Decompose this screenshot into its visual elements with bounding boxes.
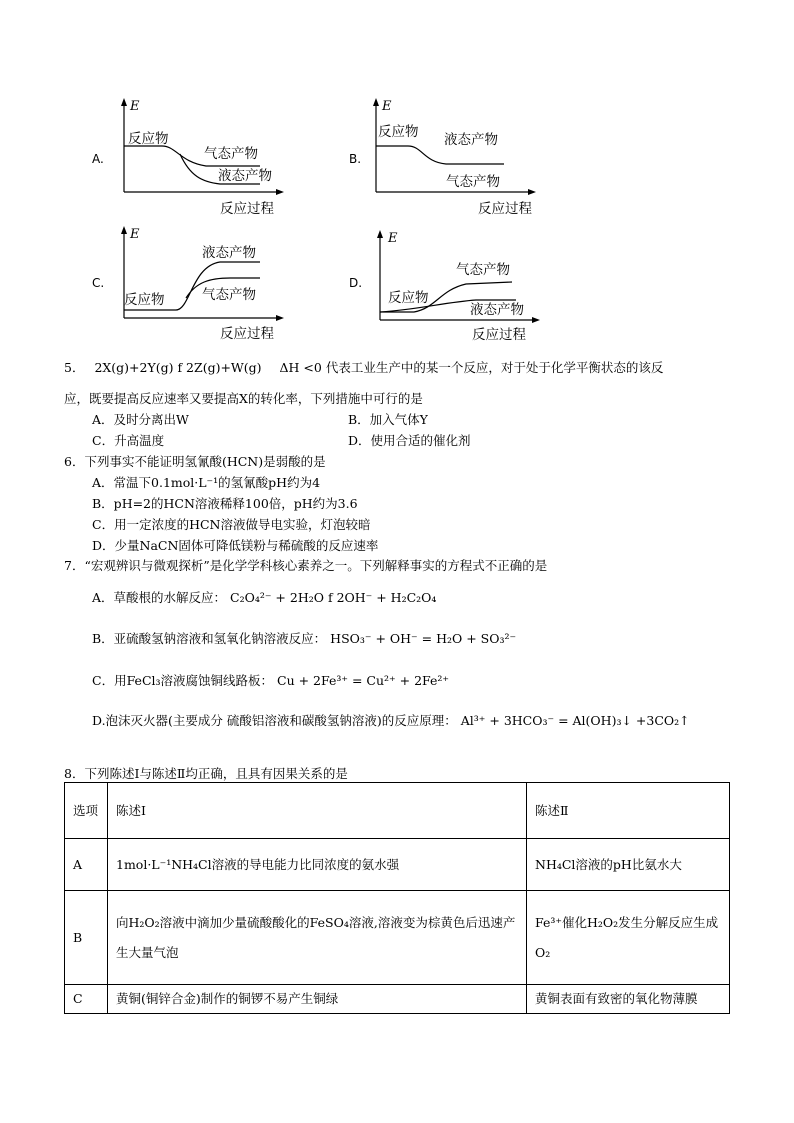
reactant-label: 反应物 [378,124,419,140]
question-5-stem-rest: ΔH <0 代表工业生产中的某一个反应，对于处于化学平衡状态的该反 [279,360,664,375]
curve-liquid-product [376,146,504,164]
question-6-stem: 6．下列事实不能证明氢氰酸(HCN)是弱酸的是 [64,454,326,469]
upper-product-label: 气态产物 [456,262,510,278]
option-text: A．草酸根的水解反应： [92,590,227,605]
x-axis-arrow-icon [276,189,284,195]
axis-y-label: E [382,99,392,114]
question-7-option-a[interactable] [92,588,436,606]
lower-product-label: 气态产物 [446,174,500,190]
row-statement-2: 黄铜表面有致密的氧化物薄膜 [527,985,730,1014]
axis-x-label: 反应过程 [478,201,532,217]
header-option: 选项 [65,783,108,839]
option-d-label: D. [349,276,363,290]
question-6-option-c[interactable]: C．用一定浓度的HCN溶液做导电实验，灯泡较暗 [92,517,371,532]
header-statement-2: 陈述Ⅱ [527,783,730,839]
y-axis-arrow-icon [121,226,127,234]
question-5-option-d[interactable]: D．使用合适的催化剂 [348,433,471,448]
row-statement-1: 向H₂O₂溶液中滴加少量硫酸酸化的FeSO₄溶液,溶液变为棕黄色后迅速产生大量气泡 [108,891,527,985]
option-equation: C₂O₄²⁻ + 2H₂O f 2OH⁻ + H₂C₂O₄ [230,590,437,605]
row-statement-2: Fe³⁺催化H₂O₂发生分解反应生成O₂ [527,891,730,985]
y-axis-arrow-icon [373,98,379,106]
axis-x-label: 反应过程 [220,201,274,217]
axis-y-label: E [130,99,140,114]
reactant-label: 反应物 [124,292,165,308]
x-axis-arrow-icon [276,315,284,321]
question-7-option-d[interactable] [92,711,690,729]
energy-diagram-c [110,224,300,346]
row-option: A [65,839,108,891]
reactant-label: 反应物 [128,131,169,147]
question-7-option-b[interactable] [92,629,516,647]
row-statement-1: 1mol·L⁻¹NH₄Cl溶液的导电能力比同浓度的氨水强 [108,839,527,891]
y-axis-arrow-icon [121,98,127,106]
lower-product-label: 液态产物 [470,302,524,318]
lower-product-label: 液态产物 [218,168,272,184]
x-axis-arrow-icon [528,189,536,195]
table-header-row [65,783,730,839]
axis-y-label: E [130,227,140,242]
row-option: B [65,891,108,985]
question-5-option-c[interactable]: C．升高温度 [92,433,165,448]
axis-x-label: 反应过程 [472,327,526,343]
question-5-stem-line2: 应，既要提高反应速率又要提高X的转化率，下列措施中可行的是 [64,391,423,406]
option-text: D.泡沫灭火器(主要成分 硫酸铝溶液和碳酸氢钠溶液)的反应原理： [92,713,457,728]
question-5-option-a[interactable]: A．及时分离出W [92,412,189,427]
question-5-stem [64,358,663,376]
question-6-option-a[interactable]: A．常温下0.1mol·L⁻¹的氢氰酸pH约为4 [92,475,321,490]
question-6-option-b[interactable]: B．pH=2的HCN溶液稀释100倍，pH约为3.6 [92,496,358,511]
question-8-stem: 8．下列陈述Ⅰ与陈述Ⅱ均正确，且具有因果关系的是 [64,766,348,781]
upper-product-label: 液态产物 [202,245,256,261]
energy-diagram-b [362,96,552,218]
question-8-table [64,782,730,1014]
question-6-option-d[interactable]: D．少量NaCN固体可降低镁粉与稀硫酸的反应速率 [92,538,379,553]
question-7-stem: 7．“宏观辨识与微观探析”是化学学科核心素养之一。下列解释事实的方程式不正确的是 [64,558,548,573]
option-equation: HSO₃⁻ + OH⁻ = H₂O + SO₃²⁻ [330,631,517,646]
option-b-label: B. [349,152,362,166]
x-axis-arrow-icon [532,317,540,323]
question-7-option-c[interactable] [92,671,449,689]
option-equation: Al³⁺ + 3HCO₃⁻ = Al(OH)₃↓ +3CO₂↑ [460,713,690,728]
row-statement-1: 黄铜(铜锌合金)制作的铜锣不易产生铜绿 [108,985,527,1014]
axis-x-label: 反应过程 [220,326,274,342]
question-5-option-b[interactable]: B．加入气体Y [348,412,428,427]
energy-diagram-a [110,96,300,218]
option-text: C．用FeCl₃溶液腐蚀铜线路板： [92,673,274,688]
header-statement-1: 陈述Ⅰ [108,783,527,839]
energy-diagram-d [366,226,556,348]
option-equation: Cu + 2Fe³⁺ = Cu²⁺ + 2Fe²⁺ [277,673,450,688]
table-row [65,985,730,1014]
y-axis-arrow-icon [377,230,383,238]
axis-y-label: E [388,231,398,246]
question-5-number: 5． [64,360,85,375]
table-row [65,839,730,891]
option-c-label: C. [92,276,105,290]
option-text: B．亚硫酸氢钠溶液和氢氧化钠溶液反应： [92,631,327,646]
row-statement-2: NH₄Cl溶液的pH比氨水大 [527,839,730,891]
question-5-equation: 2X(g)+2Y(g) f 2Z(g)+W(g) [94,360,262,375]
upper-product-label: 气态产物 [204,146,258,162]
lower-product-label: 气态产物 [202,287,256,303]
upper-product-label: 液态产物 [444,132,498,148]
table-row [65,891,730,985]
reactant-label: 反应物 [388,290,429,306]
option-a-label: A. [92,152,104,166]
row-option: C [65,985,108,1014]
